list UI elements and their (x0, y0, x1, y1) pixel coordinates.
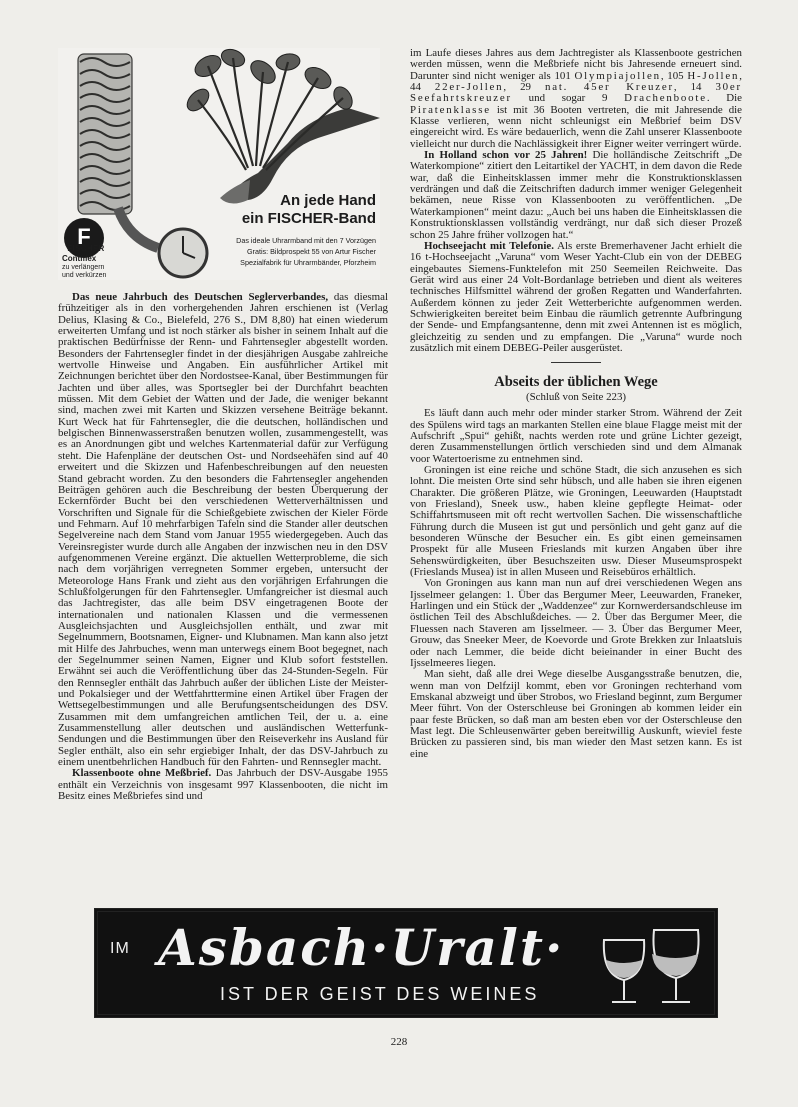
asbach-uralt-ad (94, 908, 718, 1018)
klassenboote-text: Das Jahrbuch der DSV-Ausgabe 1955 enthält ein Verzeichnis von insgesamt 997 Klassenbooten, die nicht im Besitz eines Meßbriefes sind und (58, 767, 388, 803)
asbach-prefix: IM (110, 940, 130, 957)
holland-paragraph (410, 150, 742, 241)
section-divider (551, 362, 601, 363)
hochseejacht-heading: Hochseejacht mit Telefonie. (424, 239, 554, 252)
text-run: . Die (706, 92, 742, 105)
ad-text-line-3: Spezialfabrik für Uhrarmbänder, Pforzheim (240, 258, 376, 267)
product-sub-1: zu verlängern (62, 264, 105, 271)
asbach-brand-logo: Asbach·Uralt· (158, 918, 565, 977)
hochseejacht-text: Als erste Bremerhavener Jacht erhielt die 16 t-Hochseejacht „Varuna“ vom Weser Yacht-Club ein von der DEBEG eingebautes Siemens-Funktelefon mit 250 Seemeilen Reichweite. Das Gerät wird aus einer 24 Volt-Bordanlage betrieben und dient als weiteres technisches Hilfsmittel während der großen Regatten und Wanderfahrten. Außerdem können zu jeder Zeit Wetterberichte aufgenommen werden. Schwierigkeiten bereitet beim Einbau die räumlich getrennte Aufbringung der Sende- und Empfangsantenne, denn mit zwei Antennen ist es möglich, gleichzeitig zu senden und zu empfangen. Die „Varuna“ wurde noch zusätzlich mit einem DEBEG-Peiler ausgerüstet. (410, 239, 742, 354)
left-column (58, 292, 388, 802)
klassenboote-continued (410, 48, 742, 150)
article-subtitle: (Schluß von Seite 223) (525, 391, 627, 404)
text-run: , 44 (410, 69, 742, 94)
asbach-slogan: IST DER GEIST DES WEINES (220, 984, 540, 1004)
text-run: , 29 (503, 81, 545, 94)
article-paragraph-3: Von Groningen aus kann man nun auf drei verschiedenen Wegen ans Ijsselmeer gelangen: 1. Über das Bergumer Meer, Leeuwarden, Franeker, Harlingen und ein Stück der „Waddenzee“ zur Kornwerdersandschleuse im östlichen Teil des Abschlußdeiches. — 2. Über das Bergumer Meer, die Fluessen nach Staveren am Ijsselmeer. — 3. Über das Bergumer Meer, Grouw, das Sneeker Meer, de Koevorde und Grote Brekken zur Inlaatsluis oder nach Lemmer, die beide dicht beieinander in einer Bucht des Ijsselmeeres liegen. (410, 577, 742, 669)
ad-headline-1: An jede Hand (280, 192, 376, 209)
boat-class-name: 22er-Jollen (434, 81, 504, 94)
boat-class-name: H-Jollen (687, 69, 740, 82)
boat-class-name: nat. 45er Kreuzer (544, 81, 674, 94)
hochseejacht-paragraph (410, 241, 742, 354)
ad-text-line-1: Das ideale Uhrarmband mit den 7 Vorzügen (236, 236, 376, 245)
product-name: Contiflex (62, 254, 97, 263)
boat-class-name: Piratenklasse (410, 103, 491, 116)
boat-class-name: Olympiajollen (574, 69, 661, 82)
article-paragraph-4: Man sieht, daß alle drei Wege dieselbe Ausgangsstraße benutzen, die, wenn man von Delfzijl kommt, eben vor Groningen rechterhand vom Emskanal abzweigt und über Strobos, wo Friesland beginnt, zum Bergumer Meer führt. Von der Osterschleuse bei Groningen ab kommen leider ein paar feste Brücken, so daß man am besten eben vor der Osterschleuse den Mast legt. Die Schleusenwärter geben bereitwillig Auskunft, wieviel feste Brücken zu passieren sind, bis man wieder den Mast setzen kann. Es ist eine (410, 668, 742, 760)
klassenboote-heading: Klassenboote ohne Meßbrief. (72, 767, 212, 780)
page-number: 228 (390, 1036, 408, 1048)
right-column (410, 48, 742, 760)
fischer-watchband-ad (58, 48, 380, 280)
fischer-logo-icon: F (64, 218, 104, 258)
holland-heading: In Holland schon vor 25 Jahren! (424, 149, 588, 162)
jahrbuch-heading: Das neue Jahrbuch des Deutschen Seglerverbandes, (72, 291, 329, 303)
boat-class-name: 30er Seefahrtskreuzer (410, 81, 742, 105)
article-paragraph-1: Es läuft dann auch mehr oder minder starker Strom. Während der Zeit des Spülens wird tags an markanten Stellen eine blaue Flagge meist mit der Aufschrift „Spui“ gehißt, nachts werden rote und grüne Lichter gezeigt, deren Zusammenstellungen örtlich verschieden sind und dem Almanak voor Watertoerisme zu entnehmen sind. (410, 407, 742, 465)
text-run: , 105 (660, 69, 688, 82)
ad-headline-2: ein FISCHER-Band (241, 210, 376, 227)
holland-text: Die holländische Zeitschrift „De Waterkompione“ zitiert den Leitartikel der YACHT, in dem davon die Rede war, daß die Einheitsklassen immer mehr die Konstruktionsklassen verdrängen und daß die Zeitschriften dadurch immer weniger Gelegenheit bekämen, neue Risse von Klassenbooten zu veröffentlichen. „De Waterkampionen“ meint dazu: „Auch bei uns haben die Einheitsklassen die Konstruktionsklassen vollständig verdrängt, nur daß sich dieser Prozeß schon 25 Jahre früher vollzogen hat.“ (410, 149, 742, 241)
jahrbuch-paragraph (58, 292, 388, 768)
klassenboote-paragraph (58, 768, 388, 802)
text-run: und sogar 9 (511, 92, 625, 105)
product-sub-2: und verkürzen (62, 272, 107, 279)
ad-text-line-2: Gratis: Bildprospekt 55 von Artur Fischer (246, 247, 376, 256)
text-run: , 14 (673, 81, 716, 94)
brandy-glasses-icon (594, 920, 704, 1010)
boat-class-name: Drachenboote (624, 92, 707, 105)
jahrbuch-text: das diesmal frühzeitiger als in den vorhergehenden Jahren erschienen ist (Verlag Delius, Klasing & Co., Bielefeld, 276 S., DM 8,80) hat einen wiederum erweiterten Umfang und ist noch stärker als bisher in seinem Inhalt auf die praktischen Bedürfnisse der Renn- und Fahrtensegler abgestellt worden. Besonders der Fahrtensegler findet in der diesjährigen Ausgabe zahlreiche wertvolle Hinweise und Angaben. Ein ausführlicher Artikel mit Zeichnungen berichtet über den Nordostsee-Kanal, über Bestimmungen für Jachten und über alles, was Sportsegler bei der Durchfahrt beachten müssen. Mit dem Gebiet der Watten und der Jade, die weniger bekannt sind, machen zwei mit Karten und Skizzen versehene Beiträge bekannt. Kurt Weck hat für Fahrtensegler, die die deutschen, holländischen und belgischen Binnenwasserstraßen benutzen wollen, zusammengestellt, was es an Anordnungen gibt und welches Kartenmaterial dafür zur Verfügung steht. Die Hafenpläne der deutschen Ost- und Nordseehäfen sind auf 40 erweitert und die Skizzen und Hafenbeschreibungen auf den neuesten Stand gebracht worden. Zu den besonders die Fahrtensegler angehenden Beiträgen gehören auch die Beschreibung der besten Überquerung der Eckernförder Bucht bei den verschiedenen Wetterverhältnissen und Vorschriften und Signale für die Schießgebiete zwischen der Kieler Förde und Fehmarn. Auf 10 mehrfarbigen Tafeln sind die Stander aller deutschen Segelvereine nach dem Stand vom Januar 1955 wiedergegeben. Auch das Vereinsregister wurde durch alle Angaben der inzwischen neu in den DSV aufgenommenen Vereine ergänzt. Die aktuellen Wetterprobleme, die sich nach dem vorjährigen verregneten Sommer ergeben, untersucht der Meteorologe Hans Frank und zieht aus den vorjährigen Erfahrungen die Schlußfolgerungen für den Fahrtensegler. Umfangreicher ist diesmal auch das Jachtregister, das alle beim DSV eingetragenen Boote der internationalen und nationalen Klassen und die vermessenen Ausgleichsjachten und Ausgleichsjollen enthält, und zwar mit Segelnummern, Bootsnamen, Eigner- und Klubnamen. Man kann also jetzt mit Hilfe des Jahrbuches, wenn man unterwegs einem Boot begegnet, nach der Segelnummer seinen Namen, Eigner und Klub sofort feststellen. Erwähnt sei auch die Veröffentlichung über das 24-Stunden-Segeln. Für den Rennsegler enthält das Jahrbuch außer der üblichen Liste der Meister- und Pokalsieger und der Wettfahrttermine einen Artikel über Fragen der Wettsegelbestimmungen und alle Berufungsentscheidungen des DSV. Zusammen mit dem umfangreichen amtlichen Teil, der u. a. eine Zusammenstellung aller deutschen und ausländischen Wetterfunk-Sendungen und die Bestimmungen über den Reiseverkehr ins Ausland für Segler enthält, also ein sehr ergiebiger Inhalt, der das DSV-Jahrbuch zu einem unentbehrlichen Handbuch für den Fahrten- und Rennsegler macht. (58, 291, 388, 769)
fischer-logo-name: FISCHER (67, 244, 105, 253)
article-paragraph-2: Groningen ist eine reiche und schöne Stadt, die sich anzusehen es sich lohnt. Die meisten Orte sind sehr hübsch, und alle haben sie ihren eigenen Charakter. Die größeren Plätze, wie Groningen, Leeuwarden (Hauptstadt von Friesland), Sneek usw., haben kleine gepflegte Heimat- oder Schiffahrtsmuseen mit oft recht wertvollen Sachen. Die wissenschaftliche Führung durch die Museen ist gut und persönlich und geht ganz auf die besonderen Wünsche der Besucher ein. Es gibt einen gemeinsamen Prospekt für alle Museen Frieslands mit kurzen Angaben über ihre Sehenswürdigkeiten, über Besuchszeiten usw. Dieser Museumsprospekt (Frieslands Musea) ist in allen Museen und Reisebüros erhältlich. (410, 464, 742, 579)
text-run: ist mit 36 Booten vertreten, die mit Jahresende die Klasse verlieren, wenn nicht schleunigst ein Meßbrief beim DSV eingereicht wird. Es wäre bedauerlich, wenn die Zahl unserer Klassenboote vielleicht nur durch die Nachlässigkeit ihrer Eigner weiter verringert würde. (410, 103, 742, 150)
text-run: im Laufe dieses Jahres aus dem Jachtregister als Klassenboote gestrichen werden müssen, wenn die Meßbriefe nicht bis Jahresende erneuert sind. Darunter sind nicht weniger als 101 (410, 47, 742, 82)
article-title: Abseits der üblichen Wege (494, 374, 658, 391)
